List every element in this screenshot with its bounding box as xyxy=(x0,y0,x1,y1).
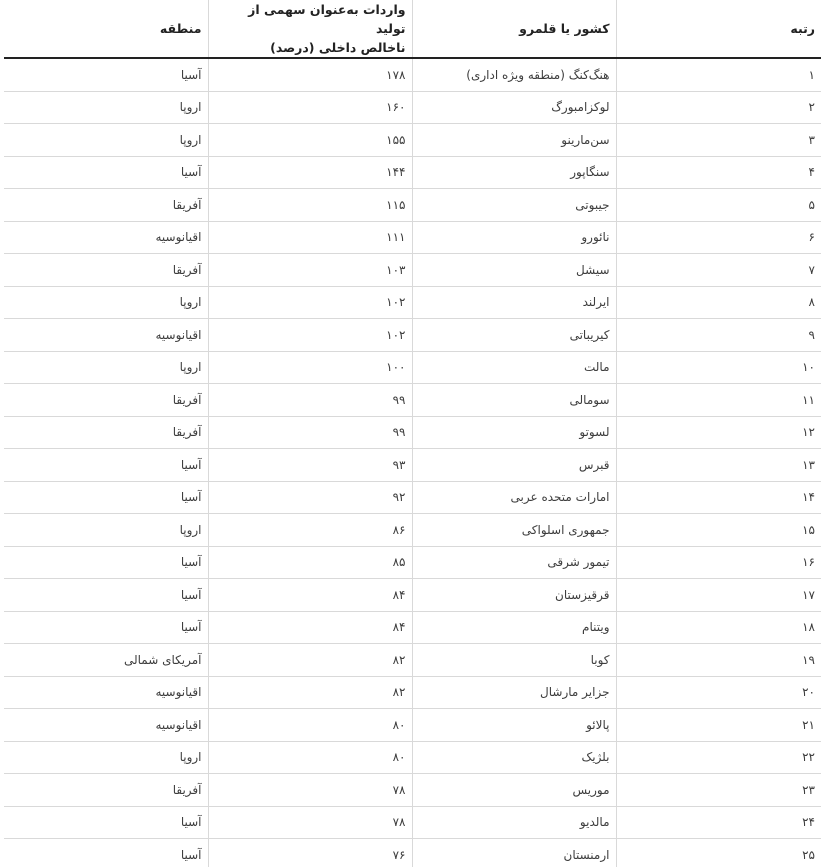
cell-country: جیبوتی xyxy=(412,189,616,222)
table-row xyxy=(4,676,821,709)
table-row xyxy=(4,774,821,807)
table-row xyxy=(4,91,821,124)
table-row xyxy=(4,416,821,449)
cell-imports: ۸۵ xyxy=(208,546,412,579)
cell-region: آفریقا xyxy=(4,254,208,287)
cell-country: ایرلند xyxy=(412,286,616,319)
cell-region: آسیا xyxy=(4,579,208,612)
cell-rank: ۱۲ xyxy=(616,416,821,449)
table-row xyxy=(4,644,821,677)
cell-region: آمریکای شمالی xyxy=(4,644,208,677)
cell-imports: ۱۶۰ xyxy=(208,91,412,124)
cell-region: اروپا xyxy=(4,514,208,547)
cell-imports: ۹۹ xyxy=(208,384,412,417)
cell-region: اروپا xyxy=(4,741,208,774)
cell-imports: ۸۴ xyxy=(208,579,412,612)
table-row xyxy=(4,449,821,482)
cell-region: آفریقا xyxy=(4,774,208,807)
cell-region: آفریقا xyxy=(4,416,208,449)
cell-region: اروپا xyxy=(4,351,208,384)
cell-country: بلژیک xyxy=(412,741,616,774)
table-row xyxy=(4,709,821,742)
cell-country: مالت xyxy=(412,351,616,384)
header-row xyxy=(4,0,821,58)
cell-rank: ۶ xyxy=(616,221,821,254)
cell-region: آسیا xyxy=(4,611,208,644)
cell-rank: ۲۳ xyxy=(616,774,821,807)
cell-imports: ۸۲ xyxy=(208,644,412,677)
cell-region: آسیا xyxy=(4,806,208,839)
cell-region: آفریقا xyxy=(4,189,208,222)
cell-country: کوبا xyxy=(412,644,616,677)
cell-country: لوکزامبورگ xyxy=(412,91,616,124)
cell-region: اقیانوسیه xyxy=(4,221,208,254)
cell-country: سن‌مارینو xyxy=(412,124,616,157)
cell-country: موریس xyxy=(412,774,616,807)
cell-rank: ۱۷ xyxy=(616,579,821,612)
table-row xyxy=(4,156,821,189)
cell-imports: ۸۰ xyxy=(208,741,412,774)
cell-country: جمهوری اسلواکی xyxy=(412,514,616,547)
cell-rank: ۲۴ xyxy=(616,806,821,839)
cell-region: اقیانوسیه xyxy=(4,319,208,352)
cell-rank: ۱۴ xyxy=(616,481,821,514)
table-row xyxy=(4,351,821,384)
cell-rank: ۴ xyxy=(616,156,821,189)
table-row xyxy=(4,254,821,287)
table-row xyxy=(4,806,821,839)
cell-country: ویتنام xyxy=(412,611,616,644)
cell-rank: ۹ xyxy=(616,319,821,352)
cell-region: آفریقا xyxy=(4,384,208,417)
table-row xyxy=(4,221,821,254)
cell-imports: ۷۸ xyxy=(208,774,412,807)
cell-region: اروپا xyxy=(4,124,208,157)
cell-country: قبرس xyxy=(412,449,616,482)
header-imports-line2: ناخالص داخلی (درصد) xyxy=(270,40,406,55)
table-row xyxy=(4,546,821,579)
cell-imports: ۸۴ xyxy=(208,611,412,644)
header-region: منطقه xyxy=(4,0,208,58)
cell-region: آسیا xyxy=(4,156,208,189)
table-row xyxy=(4,839,821,867)
table-header xyxy=(4,0,821,58)
cell-region: اقیانوسیه xyxy=(4,676,208,709)
table-row xyxy=(4,481,821,514)
cell-imports: ۱۰۳ xyxy=(208,254,412,287)
cell-rank: ۸ xyxy=(616,286,821,319)
table-row xyxy=(4,384,821,417)
cell-rank: ۱۶ xyxy=(616,546,821,579)
table-row xyxy=(4,58,821,91)
header-rank: رتبه xyxy=(616,0,821,58)
table-row xyxy=(4,741,821,774)
cell-region: آسیا xyxy=(4,58,208,91)
table-row xyxy=(4,579,821,612)
cell-country: ارمنستان xyxy=(412,839,616,867)
cell-region: آسیا xyxy=(4,449,208,482)
table-row xyxy=(4,189,821,222)
cell-country: مالدیو xyxy=(412,806,616,839)
cell-imports: ۱۵۵ xyxy=(208,124,412,157)
cell-rank: ۵ xyxy=(616,189,821,222)
table-row xyxy=(4,611,821,644)
cell-imports: ۱۰۰ xyxy=(208,351,412,384)
cell-rank: ۲۲ xyxy=(616,741,821,774)
cell-imports: ۷۶ xyxy=(208,839,412,867)
table-row xyxy=(4,514,821,547)
cell-region: آسیا xyxy=(4,839,208,867)
cell-imports: ۸۰ xyxy=(208,709,412,742)
cell-rank: ۲۵ xyxy=(616,839,821,867)
cell-country: هنگ‌کنگ (منطقه ویژه اداری) xyxy=(412,58,616,91)
cell-country: لسوتو xyxy=(412,416,616,449)
cell-imports: ۱۴۴ xyxy=(208,156,412,189)
imports-table xyxy=(4,0,821,867)
cell-imports: ۷۸ xyxy=(208,806,412,839)
cell-imports: ۱۰۲ xyxy=(208,286,412,319)
cell-country: سومالی xyxy=(412,384,616,417)
cell-imports: ۱۱۵ xyxy=(208,189,412,222)
cell-imports: ۸۲ xyxy=(208,676,412,709)
cell-country: امارات متحده عربی xyxy=(412,481,616,514)
cell-country: سیشل xyxy=(412,254,616,287)
header-country: کشور یا قلمرو xyxy=(412,0,616,58)
cell-imports: ۱۱۱ xyxy=(208,221,412,254)
cell-rank: ۱۳ xyxy=(616,449,821,482)
cell-rank: ۲۰ xyxy=(616,676,821,709)
cell-rank: ۱۱ xyxy=(616,384,821,417)
cell-region: اقیانوسیه xyxy=(4,709,208,742)
cell-rank: ۷ xyxy=(616,254,821,287)
cell-country: قرقیزستان xyxy=(412,579,616,612)
cell-region: اروپا xyxy=(4,91,208,124)
header-imports xyxy=(208,0,412,58)
table-row xyxy=(4,124,821,157)
cell-region: آسیا xyxy=(4,481,208,514)
table-row xyxy=(4,319,821,352)
cell-region: اروپا xyxy=(4,286,208,319)
table-body xyxy=(4,58,821,867)
cell-imports: ۹۹ xyxy=(208,416,412,449)
cell-imports: ۹۲ xyxy=(208,481,412,514)
cell-country: پالائو xyxy=(412,709,616,742)
cell-imports: ۱۷۸ xyxy=(208,58,412,91)
cell-region: آسیا xyxy=(4,546,208,579)
cell-rank: ۱۵ xyxy=(616,514,821,547)
cell-rank: ۳ xyxy=(616,124,821,157)
cell-country: تیمور شرقی xyxy=(412,546,616,579)
cell-country: نائورو xyxy=(412,221,616,254)
cell-imports: ۸۶ xyxy=(208,514,412,547)
cell-rank: ۱۰ xyxy=(616,351,821,384)
cell-rank: ۱۸ xyxy=(616,611,821,644)
cell-country: جزایر مارشال xyxy=(412,676,616,709)
cell-imports: ۱۰۲ xyxy=(208,319,412,352)
header-imports-line1: واردات به‌عنوان سهمی از تولید xyxy=(248,2,406,36)
cell-country: کیریباتی xyxy=(412,319,616,352)
table-row xyxy=(4,286,821,319)
cell-rank: ۱ xyxy=(616,58,821,91)
cell-imports: ۹۳ xyxy=(208,449,412,482)
cell-country: سنگاپور xyxy=(412,156,616,189)
cell-rank: ۲۱ xyxy=(616,709,821,742)
cell-rank: ۲ xyxy=(616,91,821,124)
cell-rank: ۱۹ xyxy=(616,644,821,677)
